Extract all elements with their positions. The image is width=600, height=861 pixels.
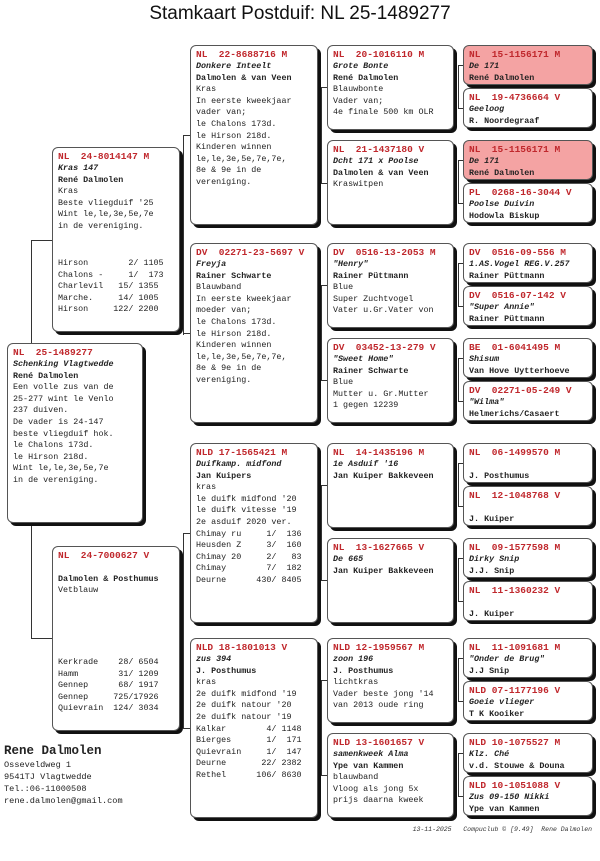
note-line: 2e duifk natour '20 [196,700,292,711]
note-line: Bierges 1/ 171 [196,735,302,746]
footer-credit: 13-11-2025 Compuclub © [9.49] Rene Dalmolen [412,826,592,833]
pigeon-name [469,459,587,471]
pedigree-connector [31,240,52,241]
pigeon-name: Zus 09-150 Nikki [469,792,550,802]
note-line: Kalkar 4/ 1148 [196,723,302,734]
pigeon-card-great-great-grandparent[interactable] [463,486,593,526]
pigeon-card-mother[interactable] [52,546,180,731]
note-line: Vater u.Gr.Vater von [333,305,434,316]
pedigree-connector [183,135,190,136]
note-line: Blue [333,377,354,388]
note-line: le Chalons 173d. [196,316,277,327]
race-result: Gennep 68/ 1917 [58,680,159,691]
note-line: 2e asduif 2020 ver. [196,516,292,527]
note-line: le Hirson 218d. [196,328,272,339]
note-line: Super Zuchtvogel [333,293,414,304]
note-line: Deurne 22/ 2382 [196,758,302,769]
breeder-info [4,743,123,807]
note-line: le duifk vitesse '19 [196,505,297,516]
note-line: Heusden Z 3/ 160 [196,540,302,551]
pedigree-connector [183,533,190,534]
note-line: lichtkras [333,677,379,688]
note-line: le Hirson 218d. [196,130,272,141]
ring-number: NLD 07-1177196 V [469,685,561,696]
ring-number: NL 12-1048768 V [469,490,561,501]
note-line: Blauwbonte [333,84,384,95]
owner: Rainer Schwarte [196,270,272,281]
pigeon-name [469,597,587,609]
ring-number: PL 0268-16-3044 V [469,187,572,198]
note-line: Chimay ru 1/ 136 [196,528,302,539]
owner: J. Posthumus [333,665,394,676]
pigeon-card-father[interactable] [52,147,180,332]
race-result: Chalons - 1/ 173 [58,269,164,280]
owner: Dalmolen & van Veen [196,72,292,83]
owner: Jan Kuiper Bakkeveen [333,470,434,481]
note-line: Kinderen winnen [196,340,272,351]
note-line: Chimay 20 2/ 83 [196,551,302,562]
note-line: vereniging. [196,176,252,187]
breeder-city: 9541TJ Vlagtwedde [4,772,92,782]
note-line: le,le,3e,5e,7e,7e, [196,351,287,362]
ring-number: NLD 10-1051088 V [469,780,561,791]
pigeon-card-great-great-grandparent[interactable] [463,681,593,721]
pedigree-connector [183,333,190,334]
ring-number: NL 06-1499570 M [469,447,561,458]
pigeon-name: "Onder de Brug" [469,654,545,664]
pedigree-connector [31,240,32,343]
pigeon-card-subject[interactable] [7,343,143,523]
ring-number: NL 15-1156171 M [469,144,561,155]
pedigree-connector [31,638,52,639]
note-line: Vetblauw [58,585,99,596]
ring-number: NL 20-1016110 M [333,49,425,60]
note-line: le,le,3e,5e,7e,7e, [196,153,287,164]
owner: René Dalmolen [13,370,79,381]
ring-number: NL 19-4736664 V [469,92,561,103]
note-line: Deurne 430/ 8405 [196,574,302,585]
pigeon-card-great-grandparent[interactable] [327,638,454,723]
note-line: 2e duifk midfond '19 [196,688,297,699]
pigeon-name: "Super Annie" [469,302,535,312]
note-line: Rethel 106/ 8630 [196,769,302,780]
breeder-email[interactable]: rene.dalmolen@gmail.com [4,796,123,806]
note-line: in de vereniging. [13,474,99,485]
race-result: Marche. 14/ 1005 [58,292,159,303]
note-line: De vader is 24-147 [13,416,104,427]
ring-number: DV 02271-05-249 V [469,385,572,396]
owner: J. Posthumus [196,665,257,676]
pigeon-card-grandparent[interactable] [190,243,318,423]
pigeon-card-great-great-grandparent[interactable] [463,45,593,85]
owner: Rainer Schwarte [333,365,409,376]
note-line: Wint le,le,3e,5e,7e [13,463,109,474]
ring-number: NL 11-1360232 V [469,585,561,596]
pigeon-name: "Henry" [333,259,369,269]
note-line: Kinderen winnen [196,142,272,153]
pigeon-card-great-great-grandparent[interactable] [463,286,593,326]
ring-number: NL 24-7000627 V [58,550,150,561]
note-line: 1 gegen 12239 [333,400,399,411]
pigeon-card-grandparent[interactable] [190,443,318,623]
ring-number: NL 15-1156171 M [469,49,561,60]
pigeon-name: Schenking Vlagtwedde [13,359,114,369]
pigeon-name: Duifkamp. midfond [196,459,282,469]
note-line: In eerste kweekjaar [196,95,292,106]
pigeon-name: "Sweet Home" [333,354,394,364]
ring-number: NLD 10-1075527 M [469,737,561,748]
note-line: vader van; [196,107,247,118]
owner: Rainer Püttmann [469,270,545,281]
pedigree-connector [31,523,32,638]
ring-number: DV 0516-13-2053 M [333,247,436,258]
pigeon-name: Goeie vlieger [469,697,535,707]
note-line: Chimay 7/ 182 [196,563,302,574]
owner: Van Hove Uytterhoeve [469,365,570,376]
pedigree-connector [321,485,322,580]
pedigree-connector [183,728,190,729]
ring-number: NLD 12-1959567 M [333,642,425,653]
note-line: 8e & 9e in de [196,165,262,176]
race-result: Hirson 2/ 1105 [58,258,164,268]
pigeon-card-great-great-grandparent[interactable] [463,381,593,421]
owner: René Dalmolen [333,72,399,83]
note-line: le Chalons 173d. [13,440,94,451]
note-line: 4e finale 500 km OLR [333,107,434,118]
note-line: In eerste kweekjaar [196,293,292,304]
pigeon-name: Donkere Inteelt [196,61,272,71]
note-line: vereniging. [196,374,252,385]
note-line: 237 duiven. [13,405,69,416]
pigeon-name: Poolse Duivin [469,199,535,209]
note-line: 25-277 wint le Venlo [13,393,114,404]
pigeon-card-grandparent[interactable] [190,638,318,818]
note-line: Vader beste jong '14 [333,688,434,699]
owner: J.J Snip [469,665,510,676]
owner: René Dalmolen [469,167,535,178]
breeder-name: Rene Dalmolen [4,744,102,758]
ring-number: BE 01-6041495 M [469,342,561,353]
breeder-address: Osseveldweg 1 [4,760,72,770]
pedigree-connector [458,558,459,601]
ring-number: DV 0516-09-556 M [469,247,566,258]
pigeon-card-great-great-grandparent[interactable] [463,638,593,678]
pigeon-card-great-great-grandparent[interactable] [463,776,593,816]
pigeon-name: 1.AS.Vogel REG.V.257 [469,259,570,269]
ring-number: NL 25-1489277 [13,347,93,358]
pigeon-card-great-grandparent[interactable] [327,338,454,423]
page-title: Stamkaart Postduif: NL 25-1489277 [149,3,451,24]
pigeon-name [469,502,587,514]
pedigree-connector [458,160,459,203]
pedigree-connector [321,680,322,775]
race-result: Quievrain 124/ 3034 [58,703,159,714]
note-line: le duifk midfond '20 [196,493,297,504]
note-line: van 2013 oude ring [333,700,424,711]
pedigree-connector [183,135,184,335]
ring-number: NL 21-1437180 V [333,144,425,155]
note-line: Vader van; [333,95,384,106]
pigeon-name: Kras 147 [58,163,99,173]
pigeon-name: Geeloog [469,104,505,114]
pigeon-card-great-grandparent[interactable] [327,733,454,818]
note-line: le Hirson 218d. [13,451,89,462]
pigeon-card-great-great-grandparent[interactable] [463,581,593,621]
race-result: Kerkrade 28/ 6504 [58,657,159,667]
pedigree-connector [458,463,459,506]
race-result: Gennep 725/17926 [58,691,159,702]
ring-number: DV 03452-13-279 V [333,342,436,353]
pedigree-connector [321,285,322,380]
note-line: moeder van; [196,305,252,316]
note-line: le Chalons 173d. [196,118,277,129]
note-line: Wint le,le,3e,5e,7e [58,209,154,220]
pigeon-card-great-grandparent[interactable] [327,45,454,130]
owner: Hodowla Biskup [469,210,540,221]
note-line: 8e & 9e in de [196,363,262,374]
ring-number: DV 0516-07-142 V [469,290,566,301]
pigeon-card-great-great-grandparent[interactable] [463,443,593,483]
pedigree-connector [458,65,459,108]
pigeon-card-great-great-grandparent[interactable] [463,538,593,578]
note-line: beste vliegduif hok. [13,428,114,439]
note-line: Beste vliegduif '25 [58,197,154,208]
owner: J.J. Snip [469,565,515,576]
owner: R. Noordegraaf [469,115,540,126]
pigeon-card-great-great-grandparent[interactable] [463,183,593,223]
pigeon-name: Dcht 171 x Poolse [333,156,419,166]
pigeon-card-great-grandparent[interactable] [327,243,454,328]
pedigree-connector [458,358,459,401]
ring-number: NL 13-1627665 V [333,542,425,553]
pigeon-name: "Wilma" [469,397,505,407]
owner: Dalmolen & van Veen [333,167,429,178]
owner: J. Posthumus [469,470,530,481]
ring-number: NL 11-1091681 M [469,642,561,653]
breeder-phone: Tel.:06-11000508 [4,784,87,794]
note-line: Vloog als jong 5x [333,783,419,794]
owner: Rainer Püttmann [333,270,409,281]
owner: Dalmolen & Posthumus [58,573,159,584]
note-line: Mutter u. Gr.Mutter [333,388,429,399]
note-line: Blauwband [196,282,242,293]
owner: Jan Kuipers [196,470,252,481]
note-line: kras [196,482,217,493]
owner: Rainer Püttmann [469,313,545,324]
pigeon-name: Freyja [196,259,227,269]
pigeon-card-great-grandparent[interactable] [327,140,454,225]
pigeon-name: samenkweek Alma [333,749,409,759]
pigeon-name [58,562,174,574]
pedigree-connector [321,87,322,183]
pigeon-name: De 665 [333,554,364,564]
ring-number: NLD 13-1601657 V [333,737,425,748]
note-line: Blue [333,282,354,293]
ring-number: NLD 17-1565421 M [196,447,288,458]
ring-number: NL 09-1577598 M [469,542,561,553]
pigeon-name: zus 394 [196,654,232,664]
race-result: Charlevil 15/ 1355 [58,281,159,292]
owner: Ype van Kammen [469,803,540,814]
owner: J. Kuiper [469,513,515,524]
note-line: Kras [58,186,79,197]
pedigree-connector [183,533,184,728]
note-line: Quievrain 1/ 147 [196,746,302,757]
note-line: prijs daarna kweek [333,795,424,806]
pigeon-card-grandparent[interactable] [190,45,318,225]
ring-number: NL 22-8688716 M [196,49,288,60]
pigeon-name: 1e Asduif '16 [333,459,399,469]
pigeon-card-great-great-grandparent[interactable] [463,243,593,283]
race-result: Hamm 31/ 1209 [58,668,159,679]
pigeon-card-great-grandparent[interactable] [327,538,454,623]
owner: Helmerichs/Casaert [469,408,560,419]
owner: Jan Kuiper Bakkeveen [333,565,434,576]
pigeon-card-great-great-grandparent[interactable] [463,733,593,773]
pigeon-name: zoon 196 [333,654,374,664]
pedigree-connector [458,753,459,796]
pigeon-card-great-grandparent[interactable] [327,443,454,528]
note-line: Een volle zus van de [13,382,114,393]
owner: René Dalmolen [469,72,535,83]
pigeon-card-great-great-grandparent[interactable] [463,88,593,128]
note-line: Kraswitpen [333,179,384,190]
owner: J. Kuiper [469,608,515,619]
note-line: Kras [196,84,217,95]
pigeon-name: Klz. Ché [469,749,510,759]
pigeon-name: De 171 [469,61,500,71]
ring-number: NL 24-8014147 M [58,151,150,162]
owner: v.d. Stouwe & Douna [469,760,565,771]
pigeon-card-great-great-grandparent[interactable] [463,338,593,378]
pedigree-connector [458,658,459,701]
ring-number: DV 02271-23-5697 V [196,247,305,258]
pigeon-name: De 171 [469,156,500,166]
pigeon-name: Dirky Snip [469,554,520,564]
owner: T K Kooiker [469,708,525,719]
note-line: kras [196,677,217,688]
pigeon-name: Shisum [469,354,500,364]
ring-number: NL 14-1435196 M [333,447,425,458]
note-line: in de vereniging. [58,220,144,231]
pedigree-connector [458,263,459,306]
pigeon-name: Grote Bonte [333,61,389,71]
ring-number: NLD 18-1801013 V [196,642,288,653]
note-line: 2e duifk natour '19 [196,711,292,722]
owner: Ype van Kammen [333,760,404,771]
note-line: blauwband [333,772,379,783]
pigeon-card-great-great-grandparent[interactable] [463,140,593,180]
owner: René Dalmolen [58,174,124,185]
race-result: Hirson 122/ 2200 [58,304,159,315]
